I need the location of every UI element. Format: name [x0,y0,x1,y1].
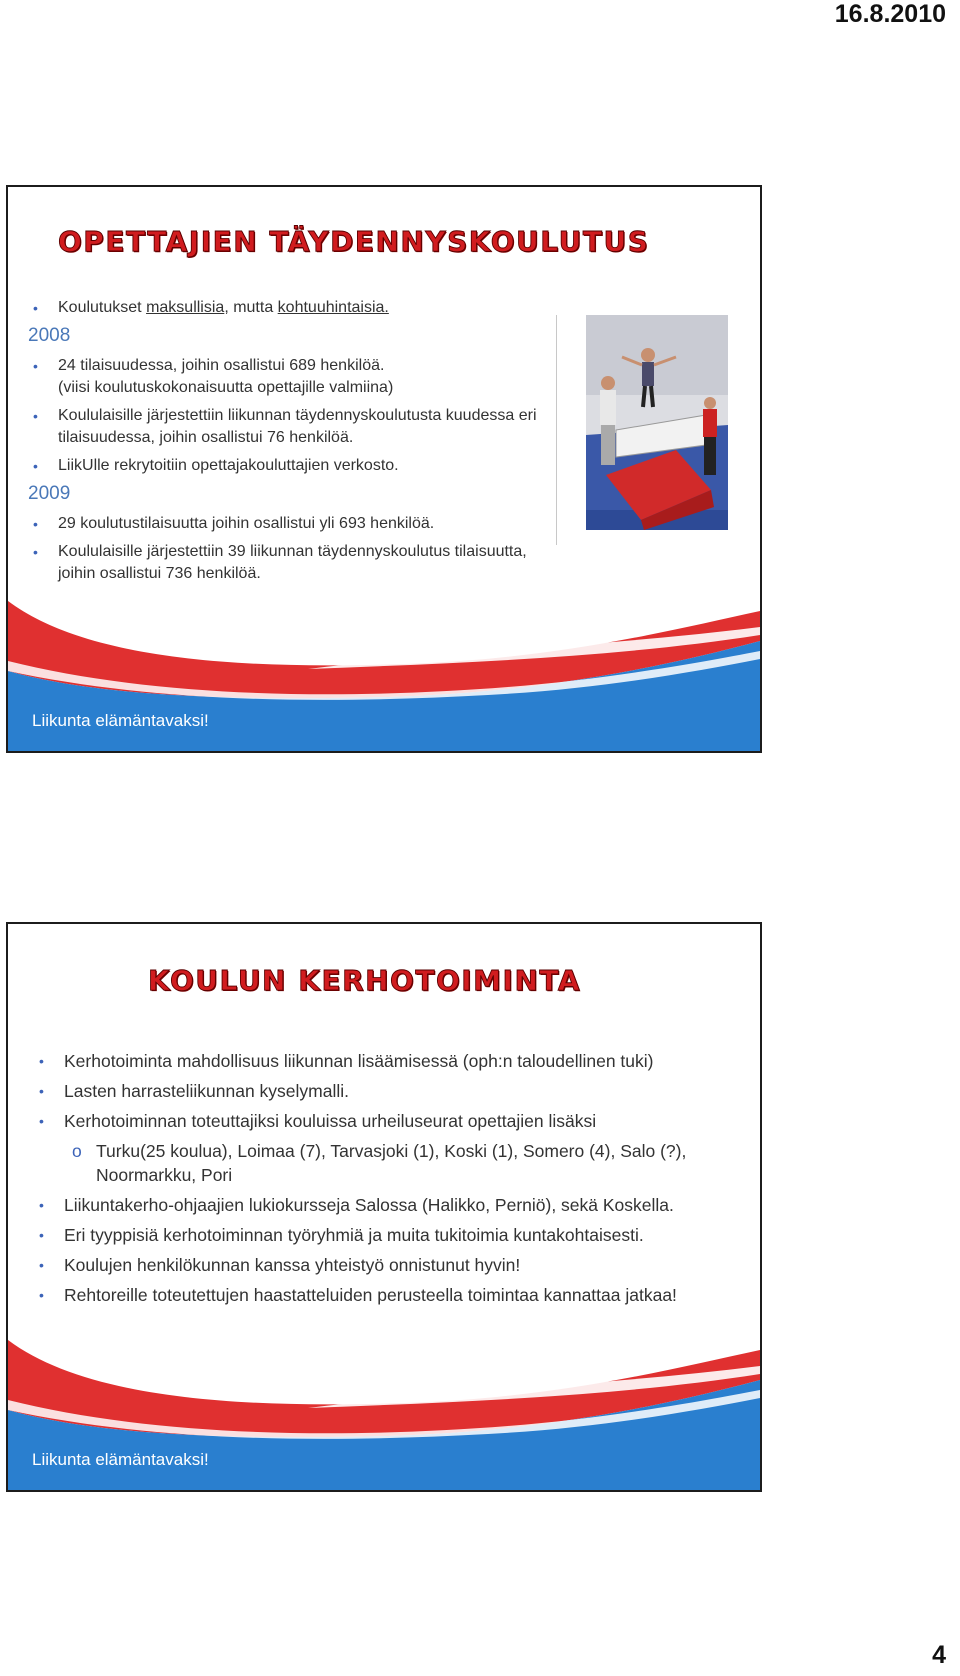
bullet-icon: • [39,1287,44,1303]
bullet-icon: • [39,1053,44,1069]
bullet-item: • 29 koulutustilaisuutta joihin osallistui yli 693 henkilöä. [28,513,548,535]
bullet-icon: • [33,544,38,560]
bullet-item: • 24 tilaisuudessa, joihin osallistui 689 henkilöä. [28,355,548,377]
bullet-item: • Koulutukset maksullisia, mutta kohtuuhintaisia. [28,297,548,319]
bullet-item: • Rehtoreille toteutettujen haastatteluiden perusteella toimintaa kannattaa jatkaa! [39,1285,677,1305]
slogan: Liikunta elämäntavaksi! [32,711,209,730]
page-number: 4 [932,1641,946,1669]
year-heading-2008: 2008 [28,325,71,346]
bullet-item: • LiikUlle rekrytoitiin opettajakouluttajien verkosto. [28,455,548,477]
link-kohtuuhintaisia[interactable]: kohtuuhintaisia. [277,299,389,316]
bullet-icon: • [33,516,38,532]
slide-title: KOULUN KERHOTOIMINTA [148,964,581,997]
sub-bullet-item: o Turku(25 koulua), Loimaa (7), Tarvasjoki (1), Koski (1), Somero (4), Salo (?), Noormarkku, Pori [72,1141,687,1185]
bullet-icon: • [33,408,38,424]
gymnastics-photo [586,315,728,530]
slide-school-club-activity [6,922,762,1492]
bullet-item: • Eri tyyppisiä kerhotoiminnan työryhmiä ja muita tukitoimia kuntakohtaisesti. [39,1225,644,1245]
slide-content [34,1049,754,1313]
bullet-icon: • [39,1083,44,1099]
page-date: 16.8.2010 [834,0,946,28]
slide-content [28,297,548,591]
bullet-icon: • [39,1257,44,1273]
bullet-icon: • [33,358,38,374]
link-maksullisia[interactable]: maksullisia [146,299,225,316]
bullet-icon: • [39,1197,44,1213]
bullet-icon: • [33,458,38,474]
slide-teacher-training [6,185,762,753]
text-line: (viisi koulutuskokonaisuutta opettajille valmiina) [58,379,394,396]
bullet-item: • Koululaisille järjestettiin liikunnan täydennyskoulutusta kuudessa eri tilaisuudessa, joihin osallistui 76 henkilöä. [33,407,537,446]
content-divider [556,315,557,545]
bullet-icon: • [39,1113,44,1129]
bullet-item: • Lasten harrasteliikunnan kyselymalli. [39,1081,349,1101]
bullet-icon: • [33,300,38,316]
bullet-icon: • [39,1227,44,1243]
slogan: Liikunta elämäntavaksi! [32,1450,209,1469]
bullet-item: • Kerhotoiminnan toteuttajiksi kouluissa urheiluseurat opettajien lisäksi [39,1111,597,1131]
bullet-item: • Koulujen henkilökunnan kanssa yhteistyö onnistunut hyvin! [39,1255,521,1275]
bullet-item: • Liikuntakerho-ohjaajien lukiokursseja Salossa (Halikko, Perniö), sekä Koskella. [39,1195,674,1215]
slide-title: OPETTAJIEN TÄYDENNYSKOULUTUS [58,225,650,258]
bullet-item: • Koululaisille järjestettiin 39 liikunnan täydennyskoulutus tilaisuutta, joihin osallistui 736 henkilöä. [33,543,527,582]
circle-bullet-icon: o [72,1141,82,1161]
year-heading-2009: 2009 [28,483,71,504]
bullet-item: • Kerhotoiminta mahdollisuus liikunnan lisäämisessä (oph:n taloudellinen tuki) [39,1051,654,1071]
